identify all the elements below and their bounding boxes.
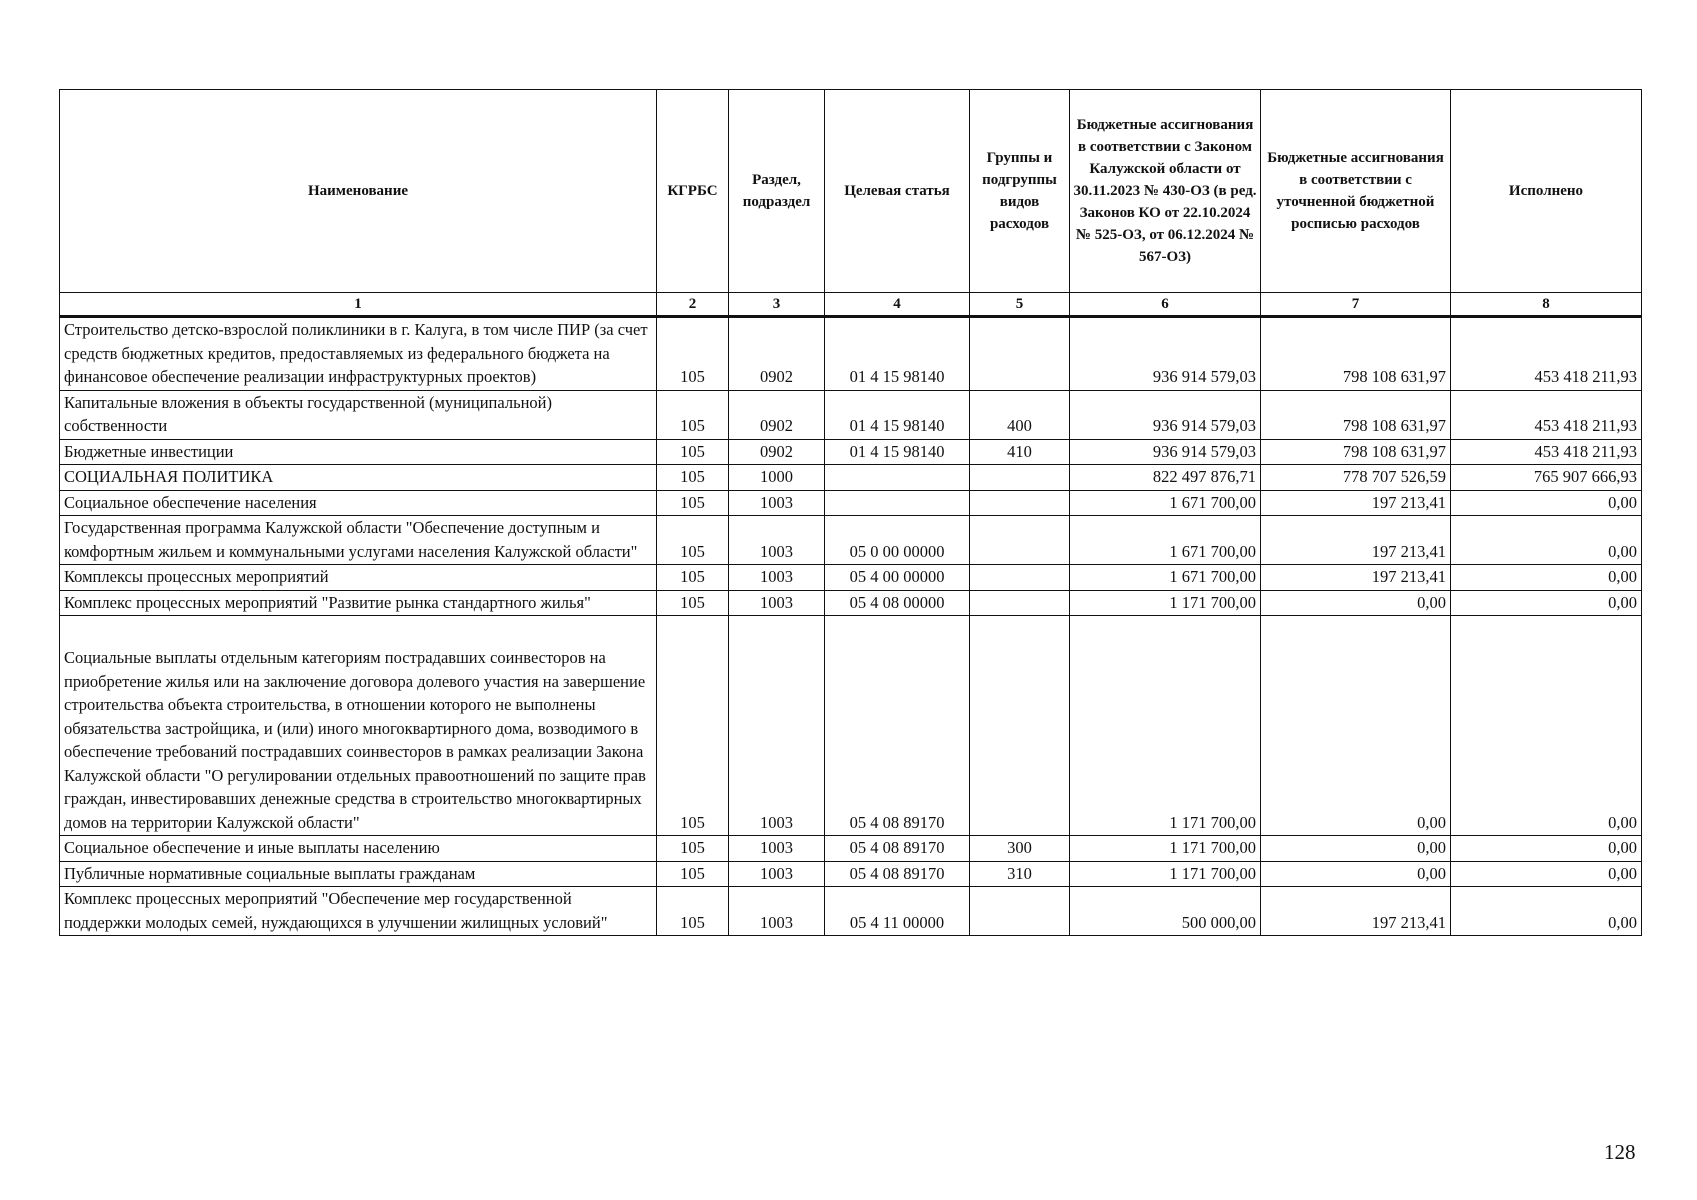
- cell-name: Капитальные вложения в объекты государственной (муниципальной) собственности: [60, 390, 657, 439]
- table-row: [60, 516, 1642, 565]
- cell-law-allocation: 1 171 700,00: [1070, 590, 1261, 616]
- cell-expense-group: [970, 590, 1070, 616]
- cell-kgrbs: 105: [657, 465, 729, 491]
- table-row: [60, 439, 1642, 465]
- cell-expense-group: 400: [970, 390, 1070, 439]
- cell-target-article: [825, 465, 970, 491]
- table-row: [60, 465, 1642, 491]
- cell-executed: 0,00: [1451, 887, 1642, 936]
- cell-target-article: 05 4 11 00000: [825, 887, 970, 936]
- page-number: 128: [1604, 1140, 1636, 1164]
- cell-refined-allocation: 0,00: [1261, 616, 1451, 836]
- cell-refined-allocation: 197 213,41: [1261, 490, 1451, 516]
- cell-expense-group: 310: [970, 861, 1070, 887]
- header-executed: Исполнено: [1451, 90, 1642, 293]
- cell-refined-allocation: 0,00: [1261, 590, 1451, 616]
- cell-kgrbs: 105: [657, 516, 729, 565]
- cell-section: 1003: [729, 516, 825, 565]
- cell-expense-group: [970, 490, 1070, 516]
- table-row: [60, 836, 1642, 862]
- cell-law-allocation: 1 671 700,00: [1070, 490, 1261, 516]
- cell-name: Комплекс процессных мероприятий "Обеспечение мер государственной поддержки молодых семей, нуждающихся в улучшении жилищных условий": [60, 887, 657, 936]
- cell-executed: 0,00: [1451, 565, 1642, 591]
- cell-section: 1003: [729, 887, 825, 936]
- budget-table: [59, 89, 1642, 936]
- cell-kgrbs: 105: [657, 887, 729, 936]
- cell-target-article: 05 0 00 00000: [825, 516, 970, 565]
- cell-expense-group: [970, 465, 1070, 491]
- cell-expense-group: [970, 565, 1070, 591]
- cell-refined-allocation: 798 108 631,97: [1261, 439, 1451, 465]
- cell-expense-group: [970, 317, 1070, 391]
- cell-target-article: 01 4 15 98140: [825, 439, 970, 465]
- cell-executed: 0,00: [1451, 861, 1642, 887]
- cell-target-article: 05 4 08 89170: [825, 616, 970, 836]
- cell-name: Социальные выплаты отдельным категориям пострадавших соинвесторов на приобретение жилья или на заключение договора долевого участия на завершение строительства объекта строительства, в отношении которого не выполнены обязательства застройщика, и (или) иного многоквартирного дома, возводимого в обеспечение требований пострадавших соинвесторов в рамках реализации Закона Калужской области "О регулировании отдельных правоотношений по защите прав граждан, инвестировавших денежные средства в строительство многоквартирных домов на территории Калужской области": [60, 616, 657, 836]
- cell-target-article: 05 4 00 00000: [825, 565, 970, 591]
- cell-executed: 0,00: [1451, 836, 1642, 862]
- cell-executed: 0,00: [1451, 590, 1642, 616]
- cell-name: Комплексы процессных мероприятий: [60, 565, 657, 591]
- cell-section: 1003: [729, 836, 825, 862]
- cell-law-allocation: 1 671 700,00: [1070, 516, 1261, 565]
- table-header-row: [60, 90, 1642, 293]
- column-number: 6: [1070, 293, 1261, 317]
- cell-section: 1003: [729, 565, 825, 591]
- cell-kgrbs: 105: [657, 590, 729, 616]
- cell-kgrbs: 105: [657, 836, 729, 862]
- cell-executed: 453 418 211,93: [1451, 390, 1642, 439]
- cell-section: 1003: [729, 590, 825, 616]
- cell-law-allocation: 822 497 876,71: [1070, 465, 1261, 491]
- cell-kgrbs: 105: [657, 390, 729, 439]
- header-target-article: Целевая статья: [825, 90, 970, 293]
- cell-name: Бюджетные инвестиции: [60, 439, 657, 465]
- cell-law-allocation: 936 914 579,03: [1070, 390, 1261, 439]
- column-number: 8: [1451, 293, 1642, 317]
- header-section: Раздел, подраздел: [729, 90, 825, 293]
- cell-section: 0902: [729, 439, 825, 465]
- cell-refined-allocation: 778 707 526,59: [1261, 465, 1451, 491]
- cell-expense-group: 410: [970, 439, 1070, 465]
- cell-law-allocation: 500 000,00: [1070, 887, 1261, 936]
- table-row: [60, 887, 1642, 936]
- cell-kgrbs: 105: [657, 616, 729, 836]
- cell-kgrbs: 105: [657, 439, 729, 465]
- cell-name: Социальное обеспечение населения: [60, 490, 657, 516]
- header-kgrbs: КГРБС: [657, 90, 729, 293]
- header-name: Наименование: [60, 90, 657, 293]
- cell-expense-group: 300: [970, 836, 1070, 862]
- cell-kgrbs: 105: [657, 861, 729, 887]
- column-number: 3: [729, 293, 825, 317]
- cell-executed: 0,00: [1451, 616, 1642, 836]
- cell-law-allocation: 1 171 700,00: [1070, 836, 1261, 862]
- column-number: 7: [1261, 293, 1451, 317]
- cell-law-allocation: 1 171 700,00: [1070, 861, 1261, 887]
- cell-target-article: 05 4 08 00000: [825, 590, 970, 616]
- cell-target-article: 01 4 15 98140: [825, 390, 970, 439]
- cell-name: СОЦИАЛЬНАЯ ПОЛИТИКА: [60, 465, 657, 491]
- cell-section: 0902: [729, 317, 825, 391]
- column-number: 5: [970, 293, 1070, 317]
- budget-table-container: [59, 89, 1642, 936]
- cell-name: Публичные нормативные социальные выплаты гражданам: [60, 861, 657, 887]
- header-expense-groups: Группы и подгруппы видов расходов: [970, 90, 1070, 293]
- cell-name: Государственная программа Калужской области "Обеспечение доступным и комфортным жильем и коммунальными услугами населения Калужской области": [60, 516, 657, 565]
- column-number: 2: [657, 293, 729, 317]
- cell-law-allocation: 1 671 700,00: [1070, 565, 1261, 591]
- column-number: 1: [60, 293, 657, 317]
- cell-executed: 0,00: [1451, 490, 1642, 516]
- cell-kgrbs: 105: [657, 565, 729, 591]
- table-row: [60, 390, 1642, 439]
- table-row: [60, 861, 1642, 887]
- cell-refined-allocation: 197 213,41: [1261, 887, 1451, 936]
- cell-refined-allocation: 197 213,41: [1261, 565, 1451, 591]
- cell-name: Комплекс процессных мероприятий "Развитие рынка стандартного жилья": [60, 590, 657, 616]
- cell-law-allocation: 936 914 579,03: [1070, 317, 1261, 391]
- cell-kgrbs: 105: [657, 490, 729, 516]
- cell-refined-allocation: 0,00: [1261, 836, 1451, 862]
- column-number: 4: [825, 293, 970, 317]
- header-refined-allocations: Бюджетные ассигнования в соответствии с уточненной бюджетной росписью расходов: [1261, 90, 1451, 293]
- cell-section: 0902: [729, 390, 825, 439]
- cell-name: Социальное обеспечение и иные выплаты населению: [60, 836, 657, 862]
- table-row: [60, 490, 1642, 516]
- cell-refined-allocation: 798 108 631,97: [1261, 390, 1451, 439]
- cell-kgrbs: 105: [657, 317, 729, 391]
- cell-target-article: 01 4 15 98140: [825, 317, 970, 391]
- cell-executed: 765 907 666,93: [1451, 465, 1642, 491]
- cell-refined-allocation: 197 213,41: [1261, 516, 1451, 565]
- cell-target-article: 05 4 08 89170: [825, 861, 970, 887]
- cell-law-allocation: 936 914 579,03: [1070, 439, 1261, 465]
- cell-section: 1003: [729, 861, 825, 887]
- table-row: [60, 616, 1642, 836]
- table-row: [60, 565, 1642, 591]
- table-row: [60, 317, 1642, 391]
- cell-section: 1000: [729, 465, 825, 491]
- cell-executed: 453 418 211,93: [1451, 317, 1642, 391]
- cell-expense-group: [970, 516, 1070, 565]
- cell-target-article: [825, 490, 970, 516]
- cell-law-allocation: 1 171 700,00: [1070, 616, 1261, 836]
- cell-refined-allocation: 798 108 631,97: [1261, 317, 1451, 391]
- cell-executed: 0,00: [1451, 516, 1642, 565]
- cell-section: 1003: [729, 616, 825, 836]
- table-row: [60, 590, 1642, 616]
- cell-expense-group: [970, 887, 1070, 936]
- cell-name: Строительство детско-взрослой поликлиники в г. Калуга, в том числе ПИР (за счет средств бюджетных кредитов, предоставляемых из федерального бюджета на финансовое обеспечение реализации инфраструктурных проектов): [60, 317, 657, 391]
- cell-refined-allocation: 0,00: [1261, 861, 1451, 887]
- column-number-row: [60, 293, 1642, 317]
- cell-section: 1003: [729, 490, 825, 516]
- cell-executed: 453 418 211,93: [1451, 439, 1642, 465]
- header-law-allocations: Бюджетные ассигнования в соответствии с Законом Калужской области от 30.11.2023 № 430-ОЗ (в ред. Законов КО от 22.10.2024 № 525-ОЗ, от 06.12.2024 № 567-ОЗ): [1070, 90, 1261, 293]
- cell-expense-group: [970, 616, 1070, 836]
- cell-target-article: 05 4 08 89170: [825, 836, 970, 862]
- table-body: [60, 317, 1642, 936]
